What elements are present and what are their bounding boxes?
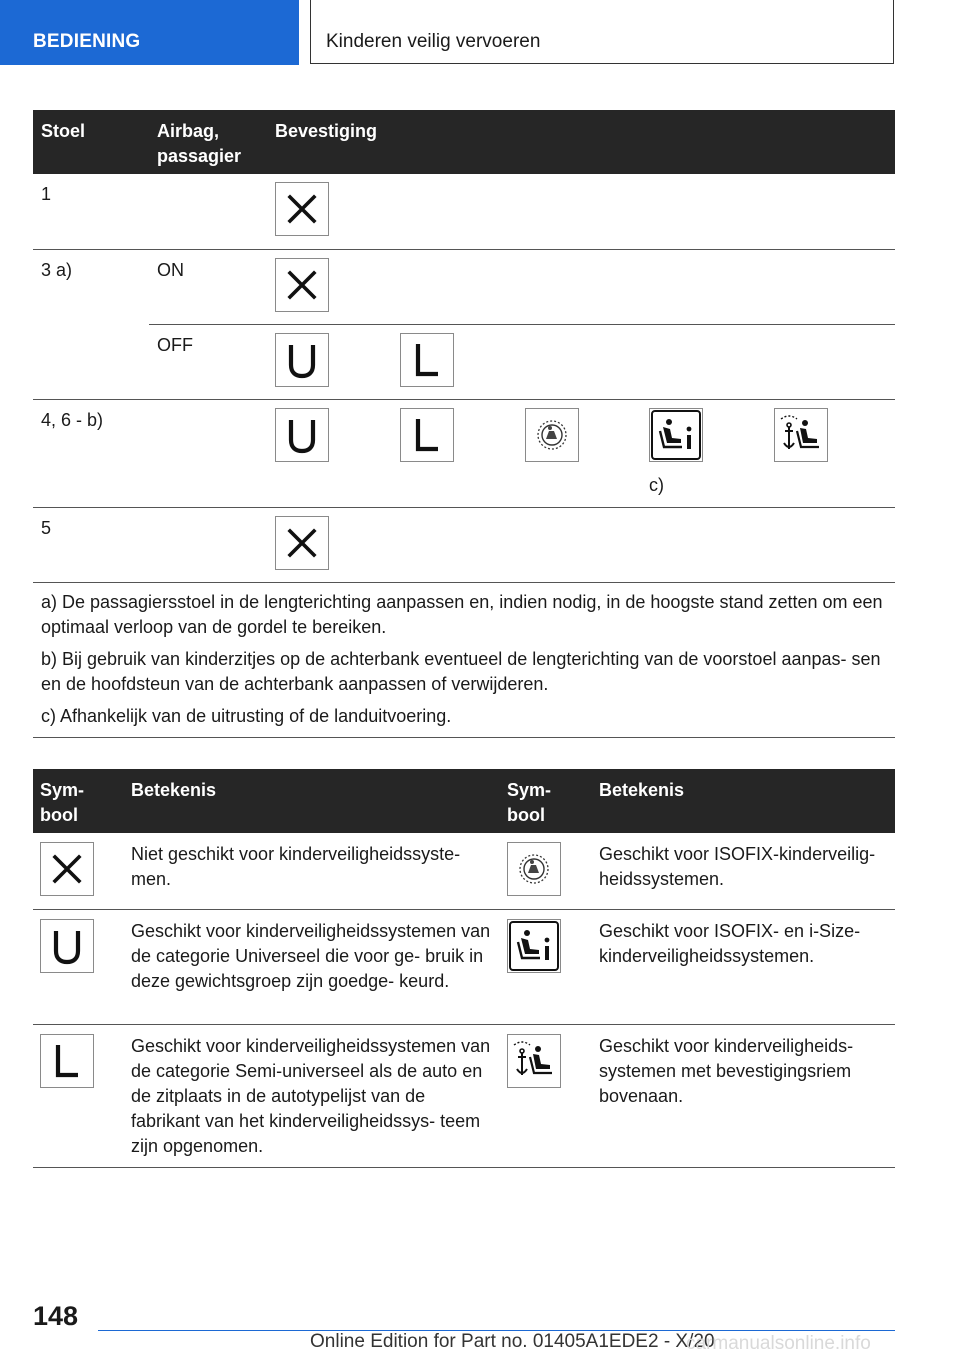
footnote-a: a) De passagiersstoel in de lengterichting aanpassen en, indien nodig, in de hoogste stand zetten om een optimaal verloop van de gordel te bereiken. — [41, 591, 883, 637]
universal-icon — [275, 333, 329, 387]
isofix-icon — [525, 408, 579, 462]
watermark-text: carmanualsonline.info — [686, 1333, 871, 1354]
mounting-table — [33, 110, 895, 738]
airbag-cell: ON — [149, 249, 267, 324]
semi-universal-icon — [400, 408, 454, 462]
not-suitable-icon — [275, 258, 329, 312]
table-row — [33, 174, 895, 249]
header-symbol-right: Sym- bool — [500, 769, 591, 833]
isofix-icon — [507, 842, 561, 896]
seat-cell: 5 — [33, 507, 149, 582]
header-title: Kinderen veilig vervoeren — [326, 31, 541, 52]
footnote-c: c) Afhankelijk van de uitrusting of de landuitvoering. — [41, 705, 452, 726]
footnote-b: b) Bij gebruik van kinderzitjes op de achterbank eventueel de lengterichting van de voorstoel aanpas- sen en de hoofdsteun van de achterbank aanpassen of verwijderen. — [41, 648, 881, 694]
symbol-legend-table — [33, 769, 895, 1168]
header-airbag: Airbag, passagier — [149, 110, 267, 174]
meaning-cell: Geschikt voor kinderveiligheidssystemen van de categorie Universeel die voor ge- bruik in deze gewichtsgroep zijn goedge- keurd. — [123, 909, 500, 1024]
table-row — [33, 1024, 895, 1167]
footnote-ref: c) — [649, 474, 664, 495]
airbag-cell — [149, 174, 267, 249]
table-row — [33, 324, 895, 399]
table-row — [33, 833, 895, 909]
meaning-cell: Niet geschikt voor kinderveiligheidssyste- men. — [123, 833, 500, 909]
semi-universal-icon — [40, 1034, 94, 1088]
page-number: 148 — [33, 1301, 79, 1331]
meaning-cell: Geschikt voor ISOFIX-kinderveilig- heidssystemen. — [591, 833, 895, 909]
seat-cell: 4, 6 - b) — [33, 399, 149, 507]
meaning-cell: Geschikt voor kinderveiligheidssystemen van de categorie Semi-universeel als de auto en de zitplaats in de autotypelijst van de fabrikant van het kinderveiligheidssys- teem zijn opgenomen. — [123, 1024, 500, 1167]
airbag-cell — [149, 399, 267, 507]
table-row — [33, 909, 895, 1024]
header-title-box — [310, 0, 894, 64]
header-mounting: Bevestiging — [267, 110, 895, 174]
airbag-cell — [149, 507, 267, 582]
meaning-cell: Geschikt voor ISOFIX- en i-Size- kinderveiligheidssystemen. — [591, 909, 895, 1024]
isize-icon — [507, 919, 561, 973]
legend-header — [33, 769, 895, 833]
header-seat: Stoel — [33, 110, 149, 174]
header-section-tab[interactable] — [0, 0, 299, 65]
header-section-label: BEDIENING — [33, 31, 141, 52]
header-meaning-left: Betekenis — [123, 769, 500, 833]
table-row — [33, 507, 895, 582]
universal-icon — [275, 408, 329, 462]
universal-icon — [40, 919, 94, 973]
mounting-table-header — [33, 110, 895, 174]
meaning-cell: Geschikt voor kinderveiligheids- systemen met bevestigingsriem bovenaan. — [591, 1024, 895, 1167]
airbag-cell: OFF — [149, 324, 267, 399]
semi-universal-icon — [400, 333, 454, 387]
top-tether-icon — [507, 1034, 561, 1088]
table-row — [33, 399, 895, 507]
header-symbol-left: Sym- bool — [33, 769, 123, 833]
not-suitable-icon — [275, 516, 329, 570]
seat-cell: 1 — [33, 174, 149, 249]
header-meaning-right: Betekenis — [591, 769, 895, 833]
not-suitable-icon — [275, 182, 329, 236]
footnotes-row — [33, 582, 895, 737]
not-suitable-icon — [40, 842, 94, 896]
seat-cell: 3 a) — [33, 249, 149, 399]
top-tether-icon — [774, 408, 828, 462]
edition-text: Online Edition for Part no. 01405A1EDE2 - X/20 — [310, 1331, 715, 1352]
table-row — [33, 249, 895, 324]
isize-icon — [649, 408, 703, 462]
